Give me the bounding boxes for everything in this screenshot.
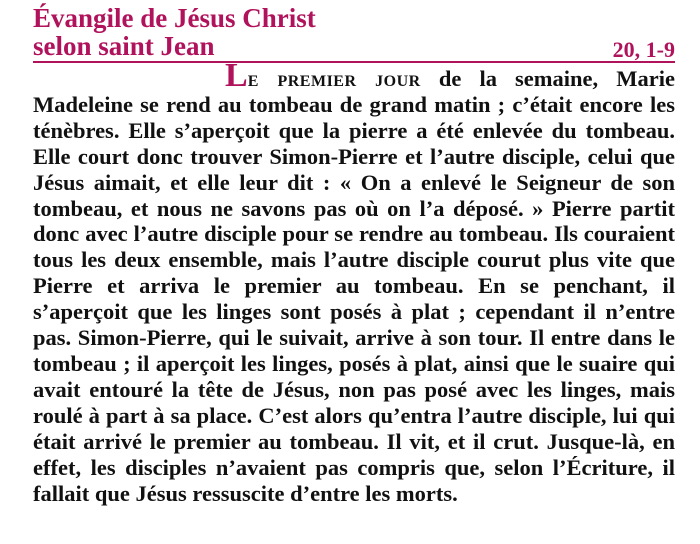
gospel-title-line-1: Évangile de Jésus Christ bbox=[33, 3, 316, 33]
gospel-header bbox=[33, 4, 675, 66]
header-divider bbox=[33, 61, 675, 63]
gospel-title-line-2: selon saint Jean bbox=[33, 31, 215, 61]
verse-reference: 20, 1-9 bbox=[612, 37, 675, 62]
drop-cap: L bbox=[225, 57, 248, 94]
gospel-passage bbox=[33, 57, 675, 506]
passage-text: de la semaine, Marie Madeleine se rend au tombeau de grand matin ; c’était encore les ténèbres. Elle s’aperçoit que la pierre a été enlevée du tombeau. Elle court donc trouver Simon-Pierre et l’autre disciple, celui que Jésus aimait, et elle leur dit : « On a enlevé le Seigneur de son tombeau, et nous ne savons pas où on l’a déposé. » Pierre partit donc avec l’autre disciple pour se rendre au tombeau. Ils couraient tous les deux ensemble, mais l’autre disciple courut plus vite que Pierre et arriva le premier au tombeau. En se penchant, il s’aperçoit que les linges sont posés à plat ; cependant il n’entre pas. Simon-Pierre, qui le suivait, arrive à son tour. Il entre dans le tombeau ; il aperçoit les linges, posés à plat, ainsi que le suaire qui avait entouré la tête de Jésus, non pas posé avec les linges, mais roulé à part à sa place. C’est alors qu’entra l’autre disciple, lui qui était arrivé le premier au tombeau. Il vit, et il crut. Jusque-là, en effet, les disciples n’avaient pas compris que, selon l’Écriture, il fallait que Jésus ressuscite d’entre les morts. bbox=[33, 66, 675, 506]
opening-words: e premier jour bbox=[247, 66, 421, 91]
